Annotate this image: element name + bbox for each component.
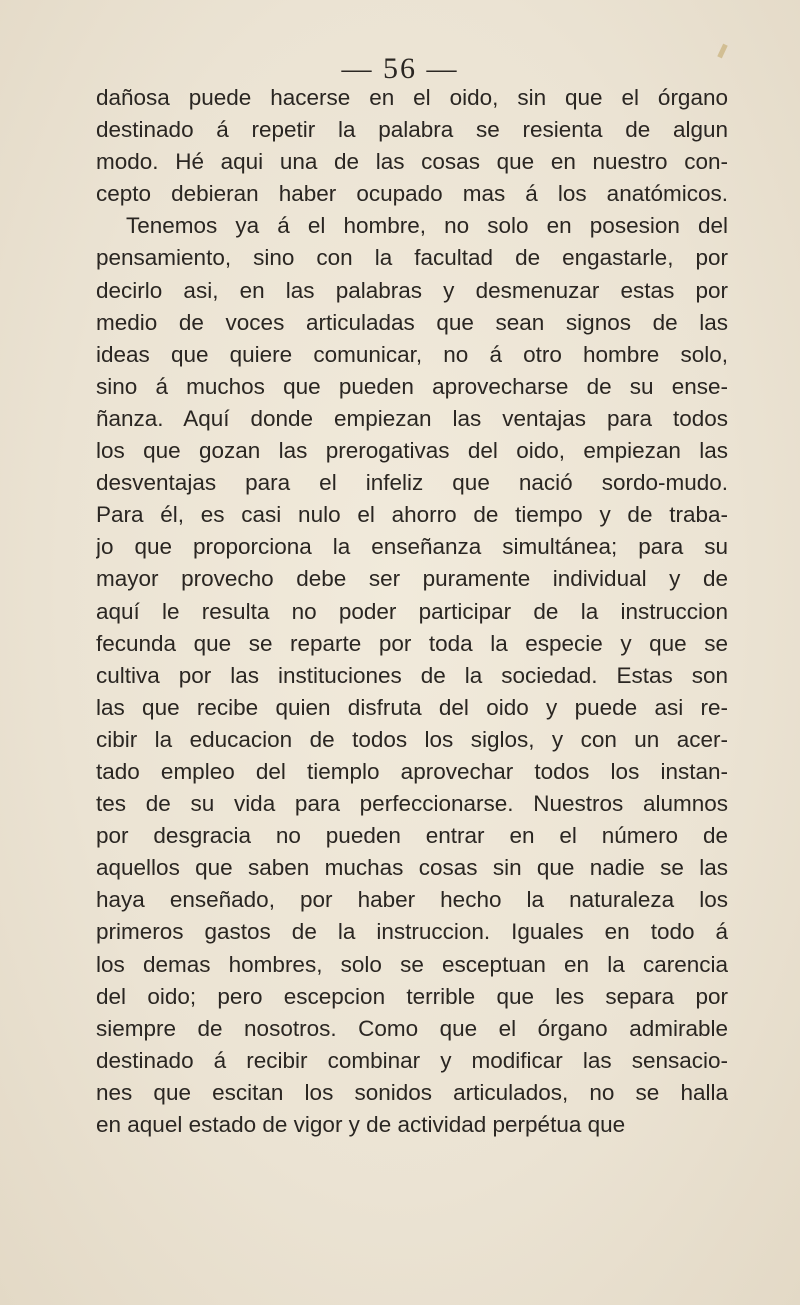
page-number: — 56 — — [341, 52, 459, 85]
text-line: sino á muchos que pueden aprovecharse de su ense- — [96, 373, 728, 399]
text-line: las que recibe quien disfruta del oido y puede asi re- — [96, 694, 728, 720]
text-line: del oido; pero escepcion terrible que les separa por — [96, 983, 728, 1009]
text-line: fecunda que se reparte por toda la especie y que se — [96, 630, 728, 656]
text-line: cepto debieran haber ocupado mas á los anatómicos. — [96, 181, 728, 207]
text-line: los que gozan las prerogativas del oido, empiezan las — [96, 438, 728, 464]
text-line: siempre de nosotros. Como que el órgano admirable — [96, 1015, 728, 1041]
text-line: ñanza. Aquí donde empiezan las ventajas para todos — [96, 405, 728, 431]
text-line: aquellos que saben muchas cosas sin que nadie se las — [96, 855, 728, 881]
text-line: tado empleo del tiemplo aprovechar todos los instan- — [96, 758, 728, 784]
text-line: pensamiento, sino con la facultad de engastarle, por — [96, 245, 728, 271]
text-line: jo que proporciona la enseñanza simultánea; para su — [96, 534, 728, 560]
text-line: nes que escitan los sonidos articulados, no se halla — [96, 1079, 728, 1105]
text-line: aquí le resulta no poder participar de la instruccion — [96, 598, 728, 624]
text-line: modo. Hé aqui una de las cosas que en nuestro con- — [96, 149, 728, 175]
body-text — [96, 82, 728, 1141]
text-line: Para él, es casi nulo el ahorro de tiempo y de traba- — [96, 502, 728, 528]
text-line: haya enseñado, por haber hecho la naturaleza los — [96, 887, 728, 913]
text-line: dañosa puede hacerse en el oido, sin que el órgano — [96, 85, 728, 110]
text-line: medio de voces articuladas que sean signos de las — [96, 309, 728, 335]
text-line: cultiva por las instituciones de la sociedad. Estas son — [96, 662, 728, 688]
text-line: desventajas para el infeliz que nació sordo-mudo. — [96, 470, 728, 496]
text-line: destinado á repetir la palabra se resienta de algun — [96, 117, 728, 143]
text-line: ideas que quiere comunicar, no á otro hombre solo, — [96, 341, 728, 367]
text-line: cibir la educacion de todos los siglos, y con un acer- — [96, 726, 728, 752]
text-line: mayor provecho debe ser puramente individual y de — [96, 566, 728, 592]
text-line: decirlo asi, en las palabras y desmenuzar estas por — [96, 277, 728, 303]
text-line: en aquel estado de vigor y de actividad perpétua que — [96, 1112, 626, 1137]
text-line: Tenemos ya á el hombre, no solo en posesion del — [126, 213, 728, 239]
text-line: por desgracia no pueden entrar en el número de — [96, 823, 728, 849]
text-line: destinado á recibir combinar y modificar las sensacio- — [96, 1047, 728, 1073]
text-line: primeros gastos de la instruccion. Iguales en todo á — [96, 919, 728, 945]
text-line: los demas hombres, solo se esceptuan en la carencia — [96, 951, 728, 977]
text-line: tes de su vida para perfeccionarse. Nuestros alumnos — [96, 791, 728, 817]
